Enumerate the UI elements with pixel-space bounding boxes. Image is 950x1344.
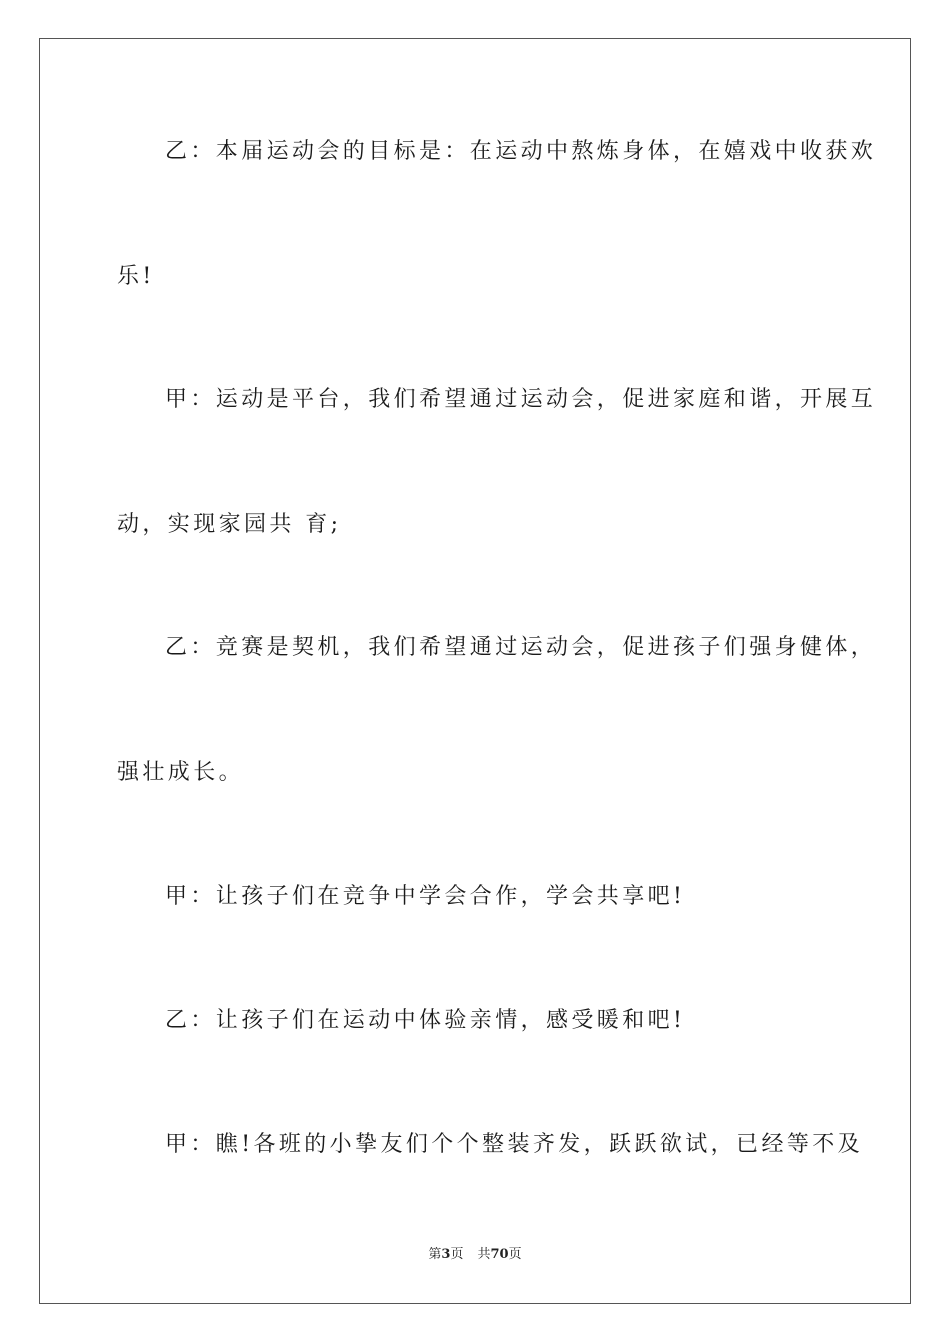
- page-footer: [0, 1246, 950, 1264]
- paragraph-line: 甲：运动是平台，我们希望通过运动会，促进家庭和谐，开展互: [165, 387, 877, 412]
- page-number: 3: [441, 1247, 451, 1262]
- total-prefix: 共: [477, 1247, 491, 1262]
- paragraph-line: 乙：竞赛是契机，我们希望通过运动会，促进孩子们强身健体，: [165, 635, 877, 660]
- page-suffix: 页: [450, 1247, 464, 1262]
- total-pages: 70: [490, 1247, 509, 1262]
- paragraph-line: 乙：让孩子们在运动中体验亲情，感受暖和吧!: [165, 1008, 686, 1033]
- paragraph-line: 甲：瞧!各班的小挚友们个个整装齐发，跃跃欲试，已经等不及: [165, 1132, 864, 1157]
- paragraph-line: 强壮成长。: [117, 760, 245, 785]
- paragraph-line: 乐!: [117, 264, 155, 289]
- paragraph-line: 动，实现家园共 育;: [117, 512, 342, 537]
- page-prefix: 第: [428, 1247, 442, 1262]
- paragraph-line: 甲：让孩子们在竞争中学会合作，学会共享吧!: [165, 884, 686, 909]
- page-frame: [39, 38, 911, 1304]
- total-suffix: 页: [508, 1247, 522, 1262]
- paragraph-line: 乙：本届运动会的目标是：在运动中熬炼身体，在嬉戏中收获欢: [165, 139, 877, 164]
